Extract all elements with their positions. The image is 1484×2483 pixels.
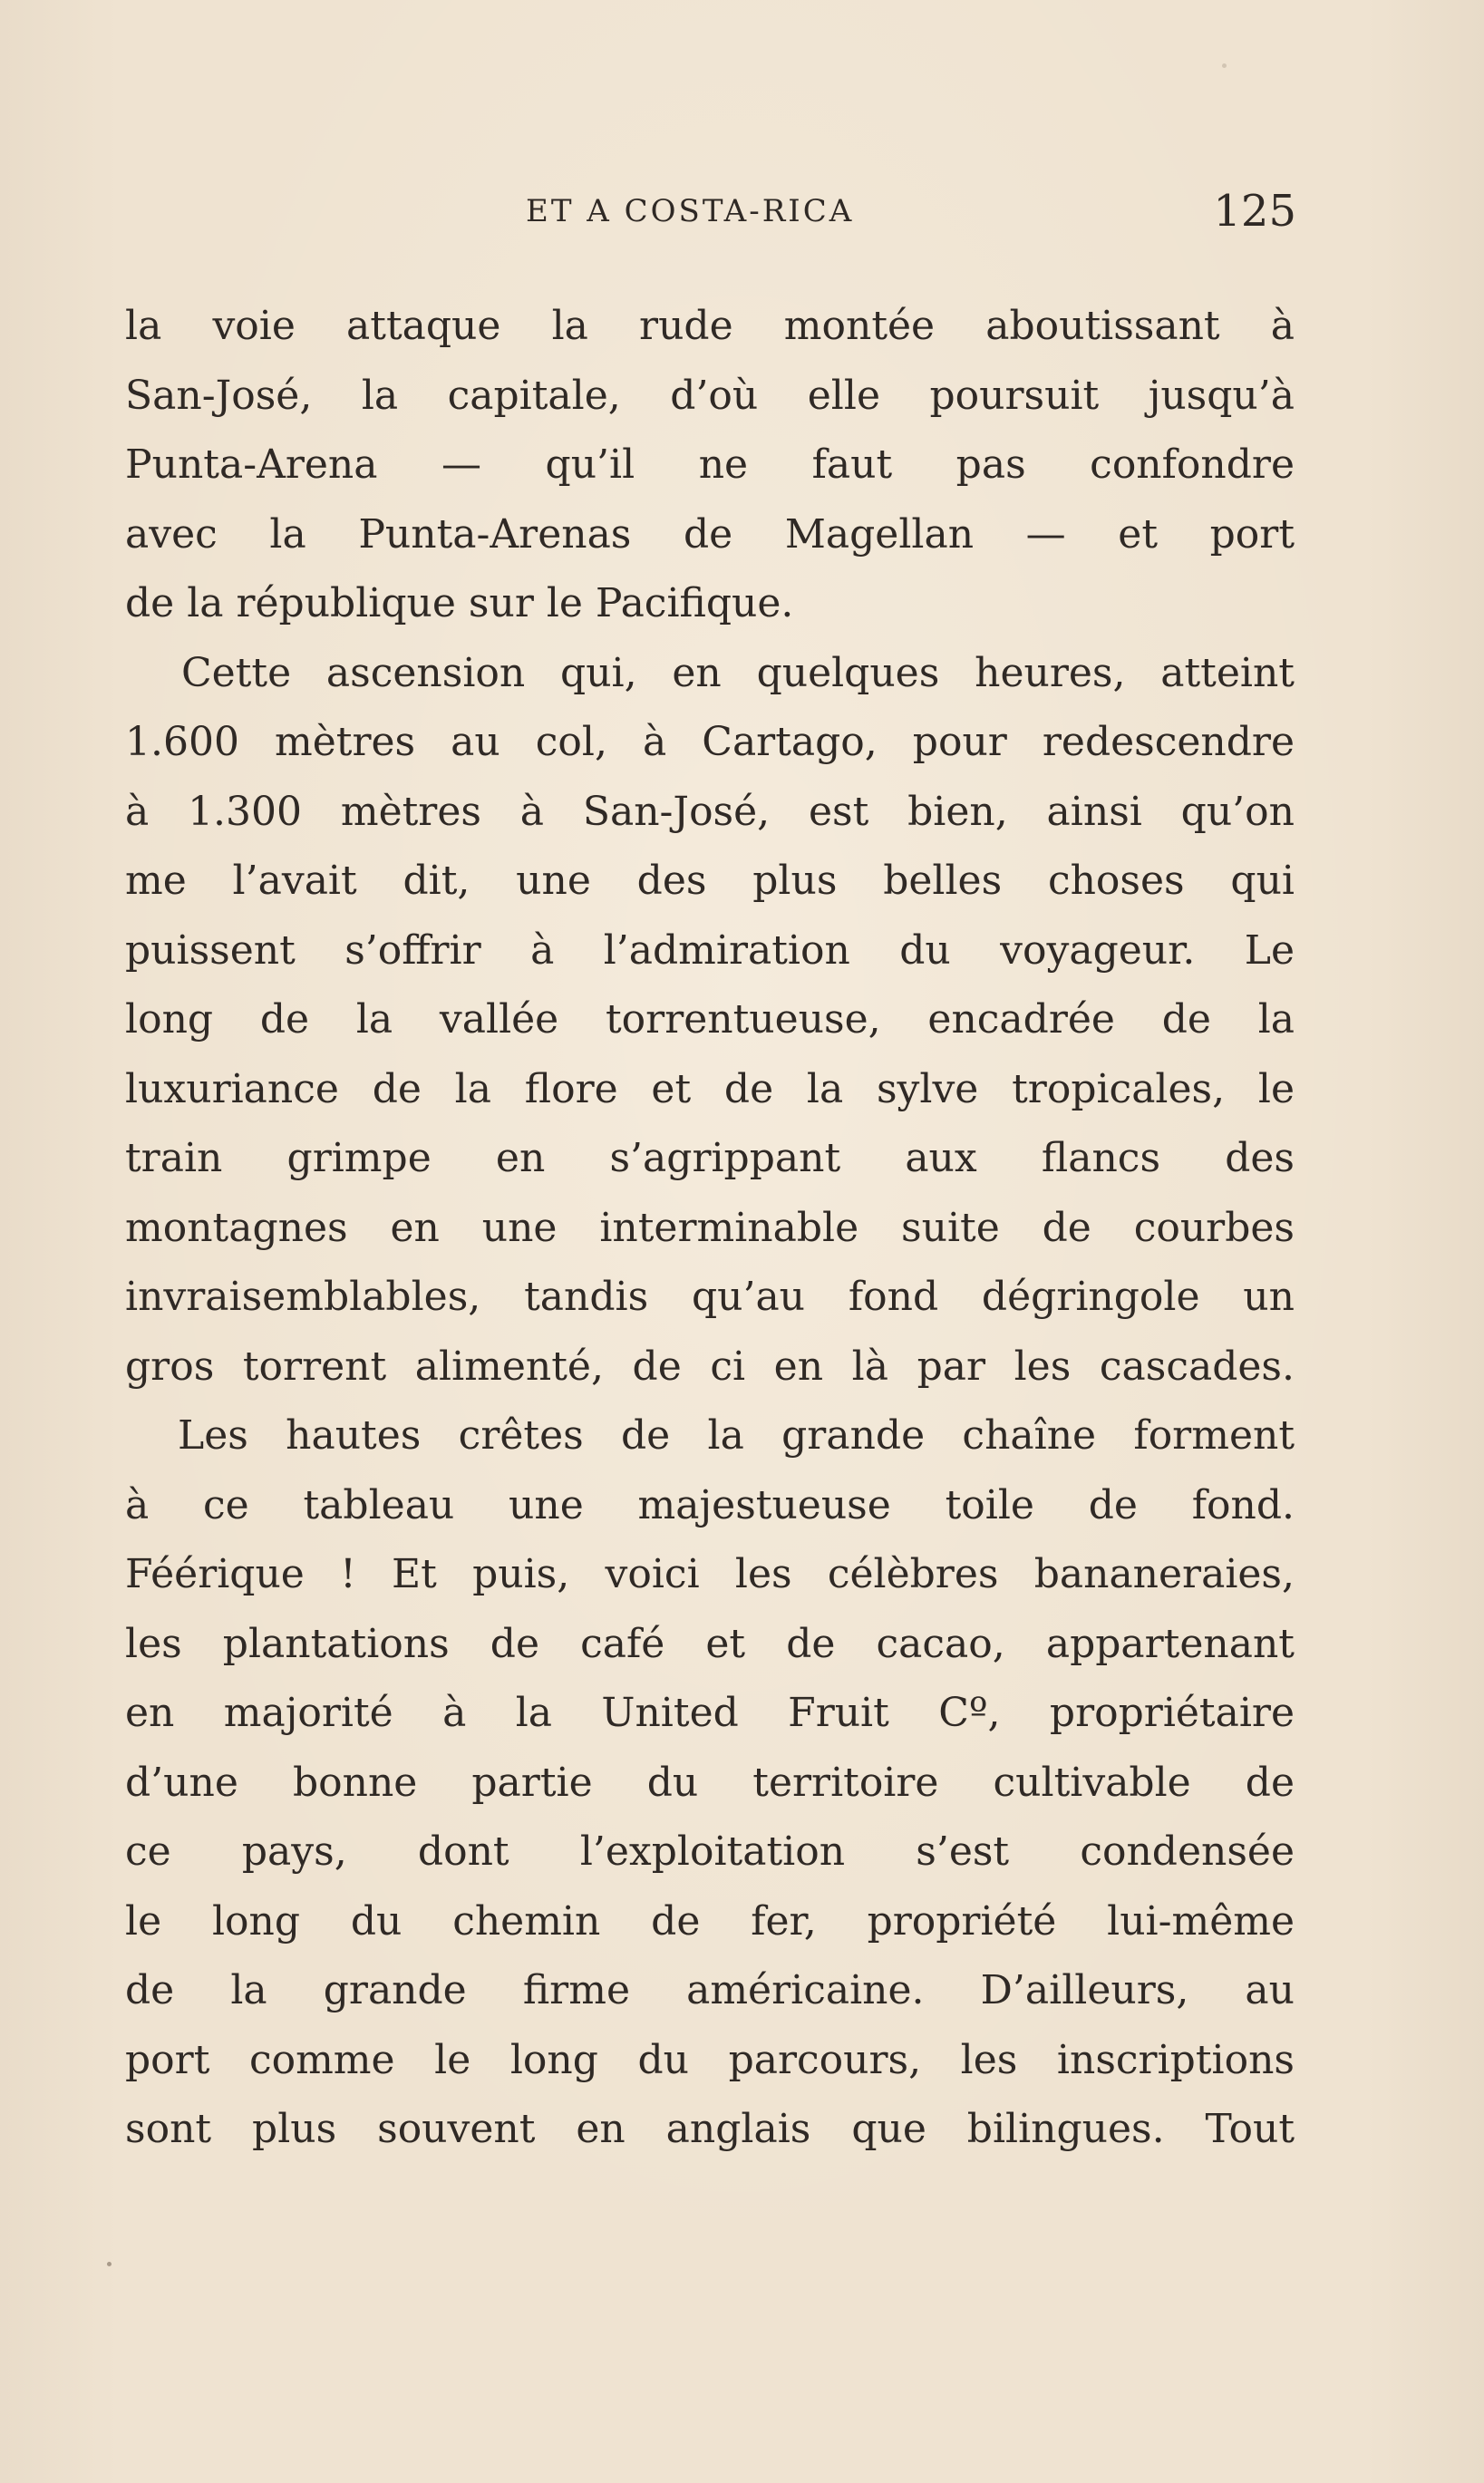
text-line: d’une bonne partie du territoire cultivable de <box>125 1759 1295 1806</box>
text-line: gros torrent alimenté, de ci en là par les cascades. <box>125 1343 1295 1390</box>
text-line: les plantations de café et de cacao, appartenant <box>125 1620 1295 1667</box>
text-line: à 1.300 mètres à San-José, est bien, ainsi qu’on <box>125 788 1295 835</box>
page-header <box>127 186 1296 240</box>
text-line: San-José, la capitale, d’où elle poursuit jusqu’à <box>125 372 1295 419</box>
text-line: le long du chemin de fer, propriété lui-même <box>125 1897 1295 1945</box>
text-line: de la grande firme américaine. D’ailleurs, au <box>125 1967 1295 2013</box>
text-line: luxuriance de la flore et de la sylve tropicales, le <box>125 1065 1295 1112</box>
text-line: sont plus souvent en anglais que bilingues. Tout <box>125 2106 1295 2152</box>
text-line: train grimpe en s’agrippant aux flancs des <box>125 1135 1295 1181</box>
page-number: 125 <box>1213 186 1296 237</box>
text-line: la voie attaque la rude montée aboutissant à <box>125 303 1295 349</box>
text-line: en majorité à la United Fruit Cº, propriétaire <box>125 1690 1295 1736</box>
text-line: de la république sur le Pacifique. <box>125 580 794 626</box>
paper-speck <box>107 2262 112 2266</box>
text-line: invraisemblables, tandis qu’au fond dégringole un <box>125 1274 1295 1320</box>
body-text <box>125 292 1295 2165</box>
text-line: Cette ascension qui, en quelques heures, atteint <box>181 649 1295 696</box>
text-line: ce pays, dont l’exploitation s’est condensée <box>125 1828 1295 1875</box>
text-line: avec la Punta-Arenas de Magellan — et port <box>125 510 1295 558</box>
text-line: 1.600 mètres au col, à Cartago, pour redescendre <box>125 719 1295 765</box>
running-head: ET A COSTA-RICA <box>526 193 855 229</box>
text-line: me l’avait dit, une des plus belles choses qui <box>125 858 1295 904</box>
text-line: Féérique ! Et puis, voici les célèbres bananeraies, <box>125 1551 1295 1597</box>
paper-speck <box>1222 63 1227 68</box>
text-line: à ce tableau une majestueuse toile de fond. <box>125 1481 1295 1528</box>
text-line: port comme le long du parcours, les inscriptions <box>125 2036 1295 2083</box>
text-line: Punta-Arena — qu’il ne faut pas confondre <box>125 441 1295 488</box>
text-line: long de la vallée torrentueuse, encadrée de la <box>125 996 1295 1043</box>
text-line: Les hautes crêtes de la grande chaîne forment <box>178 1412 1295 1459</box>
text-line: montagnes en une interminable suite de courbes <box>125 1204 1295 1251</box>
text-line: puissent s’offrir à l’admiration du voyageur. Le <box>125 926 1295 974</box>
